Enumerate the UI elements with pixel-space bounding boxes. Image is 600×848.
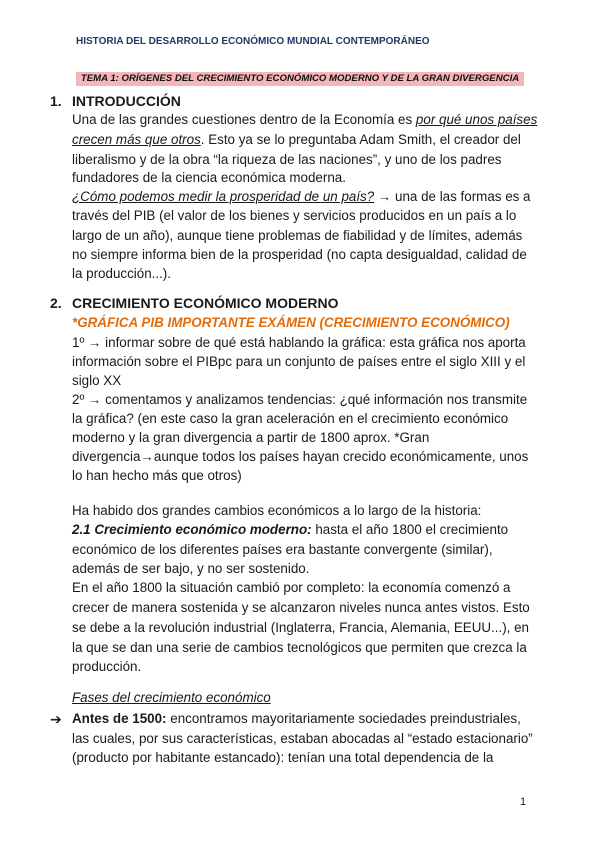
question-text: ¿Cómo podemos medir la prosperidad de un país? — [72, 189, 375, 204]
document-header: HISTORIA DEL DESARROLLO ECONÓMICO MUNDIAL CONTEMPORÁNEO — [76, 36, 430, 47]
paragraph-line: lo han hecho más que otros) — [72, 468, 242, 483]
bullet-line: Antes de 1500: encontramos mayoritariamente sociedades preindustriales, — [72, 711, 521, 726]
paragraph-line: no siempre informa bien de la prosperidad (no capta desigualdad, calidad de — [72, 247, 527, 262]
paragraph-line: divergencia→aunque todos los países hayan crecido económicamente, unos — [72, 449, 529, 464]
bullet-line: las cuales, por sus características, estaban abocadas al “estado estacionario” — [72, 731, 533, 746]
paragraph-line: largo de un año), aunque tiene problemas de fiabilidad y de límites, además — [72, 228, 523, 243]
paragraph-line: través del PIB (el valor de los bienes y servicios producidos en un país a lo — [72, 208, 517, 223]
paragraph-line: fundadores de la ciencia económica moderna. — [72, 170, 346, 185]
emphasis-text: por qué unos países — [415, 112, 538, 127]
section-1-number: 1. — [50, 93, 62, 109]
paragraph-line: 2º → comentamos y analizamos tendencias: ¿qué información nos transmite — [72, 392, 528, 407]
paragraph-line: además de ser bajo, y no ser sostenido. — [72, 561, 310, 576]
paragraph-line: liberalismo y de la obra “la riqueza de las naciones”, y uno de los padres — [72, 152, 502, 167]
section-2-title: CRECIMIENTO ECONÓMICO MODERNO — [72, 295, 339, 311]
emphasis-text: crecen más que otros — [72, 132, 201, 147]
paragraph-line: Ha habido dos grandes cambios económicos a lo largo de la historia: — [72, 503, 482, 518]
paragraph-line: En el año 1800 la situación cambió por completo: la economía comenzó a — [72, 580, 511, 595]
section-1-title: INTRODUCCIÓN — [72, 93, 181, 109]
paragraph-line: crecer de manera sostenida y se alcanzaron niveles nunca antes vistos. Esto — [72, 600, 530, 615]
paragraph-line: se debe a la revolución industrial (Inglaterra, Francia, Alemania, EEUU...), en — [72, 620, 529, 635]
paragraph-line: la producción...). — [72, 266, 171, 281]
topic-title-banner: TEMA 1: ORÍGENES DEL CRECIMIENTO ECONÓMICO MODERNO Y DE LA GRAN DIVERGENCIA — [76, 72, 524, 86]
paragraph-line: siglo XX — [72, 373, 122, 388]
subsection-title: 2.1 Crecimiento económico moderno: — [72, 522, 312, 537]
bullet-line: (producto por habitante estancado): tenían una total dependencia de la — [72, 750, 494, 765]
section-2-number: 2. — [50, 295, 62, 311]
paragraph-line: información sobre el PIBpc para un conjunto de países entre el siglo XIII y el — [72, 354, 526, 369]
paragraph-line: la que se dan una serie de cambios tecnológicos que permiten que crezca la — [72, 640, 527, 655]
exam-note: *GRÁFICA PIB IMPORTANTE EXÁMEN (CRECIMIENTO ECONÓMICO) — [72, 315, 510, 330]
paragraph-line: 2.1 Crecimiento económico moderno: hasta el año 1800 el crecimiento — [72, 522, 509, 537]
paragraph-line: 1º → informar sobre de qué está hablando la gráfica: esta gráfica nos aporta — [72, 335, 526, 350]
paragraph-line: producción. — [72, 659, 142, 674]
arrow-bullet-icon: ➔ — [50, 711, 62, 727]
paragraph-line: crecen más que otros. Esto ya se lo preguntaba Adam Smith, el creador del — [72, 132, 521, 147]
paragraph-line: ¿Cómo podemos medir la prosperidad de un país? → una de las formas es a — [72, 189, 531, 204]
paragraph-line: económico de los diferentes países era bastante convergente (similar), — [72, 542, 493, 557]
paragraph-line: moderno y la gran divergencia a partir de 1800 aprox. *Gran — [72, 430, 430, 445]
page-number: 1 — [520, 796, 527, 808]
paragraph-line: Una de las grandes cuestiones dentro de la Economía es por qué unos países — [72, 112, 538, 127]
paragraph-line: la gráfica? (en este caso la gran aceleración en el crecimiento económico — [72, 411, 509, 426]
bullet-label: Antes de 1500: — [72, 711, 167, 726]
phases-subheading: Fases del crecimiento económico — [72, 690, 271, 705]
